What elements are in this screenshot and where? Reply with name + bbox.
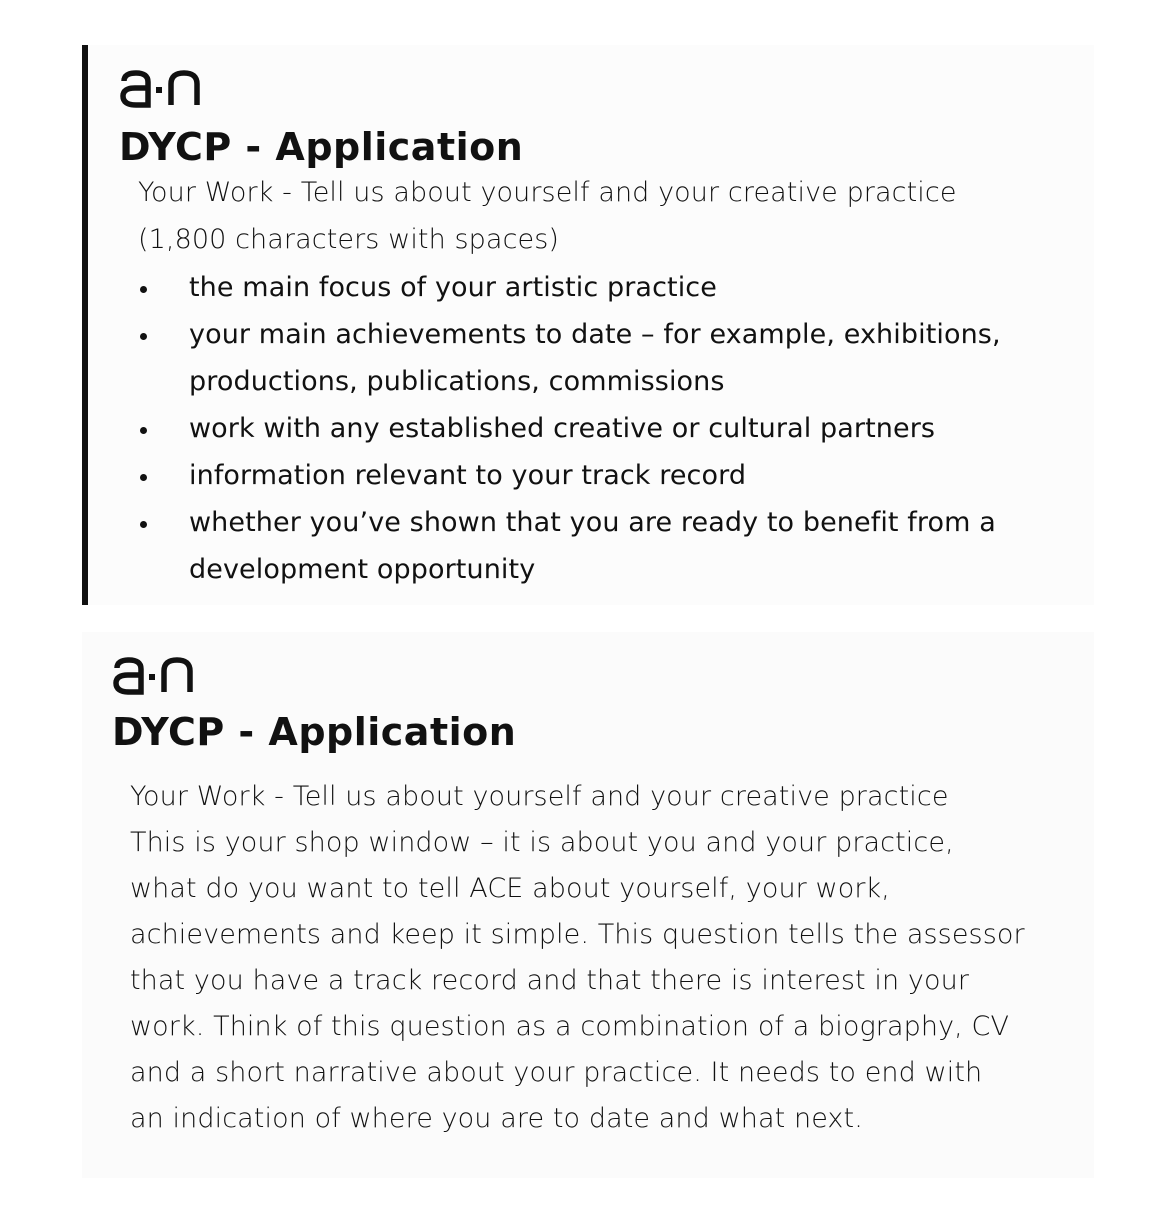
intro-line: Your Work - Tell us about yourself and your creative practice	[138, 177, 957, 208]
list-item	[138, 264, 1001, 311]
slide-card-2	[82, 632, 1094, 1178]
bullet-icon	[140, 521, 147, 528]
list-item-text: your main achievements to date – for example, exhibitions,	[189, 319, 1001, 350]
list-item-text: information relevant to your track record	[189, 460, 747, 491]
body-line: that you have a track record and that there is interest in your	[130, 965, 970, 996]
slide-title: DYCP - Application	[119, 125, 524, 169]
list-item-text: development opportunity	[189, 554, 536, 585]
list-item	[138, 452, 1001, 499]
list-item-text: work with any established creative or cultural partners	[189, 413, 936, 444]
an-logo	[118, 67, 202, 109]
bullet-icon	[140, 427, 147, 434]
list-item-text: the main focus of your artistic practice	[189, 272, 717, 303]
body-line: achievements and keep it simple. This question tells the assessor	[130, 919, 1025, 950]
body-line: This is your shop window – it is about you and your practice,	[130, 827, 954, 858]
body-line: what do you want to tell ACE about yourself, your work,	[130, 873, 890, 904]
list-item	[138, 499, 1001, 593]
intro-line: (1,800 characters with spaces)	[138, 224, 560, 255]
bullet-icon	[140, 286, 147, 293]
body-line: Your Work - Tell us about yourself and your creative practice	[130, 781, 949, 812]
body-line: and a short narrative about your practice. It needs to end with	[130, 1057, 983, 1088]
accent-bar	[82, 45, 88, 605]
an-logo	[111, 654, 195, 696]
body-line: work. Think of this question as a combination of a biography, CV	[130, 1011, 1010, 1042]
list-item-text: whether you’ve shown that you are ready to benefit from a	[189, 507, 996, 538]
slide-title: DYCP - Application	[112, 710, 517, 754]
bullet-icon	[140, 474, 147, 481]
list-item-text: productions, publications, commissions	[189, 366, 725, 397]
slide-card-1	[82, 45, 1094, 605]
list-item	[138, 405, 1001, 452]
body-line: an indication of where you are to date and what next.	[130, 1103, 863, 1134]
criteria-list	[138, 264, 1001, 593]
list-item	[138, 311, 1001, 405]
bullet-icon	[140, 333, 147, 340]
